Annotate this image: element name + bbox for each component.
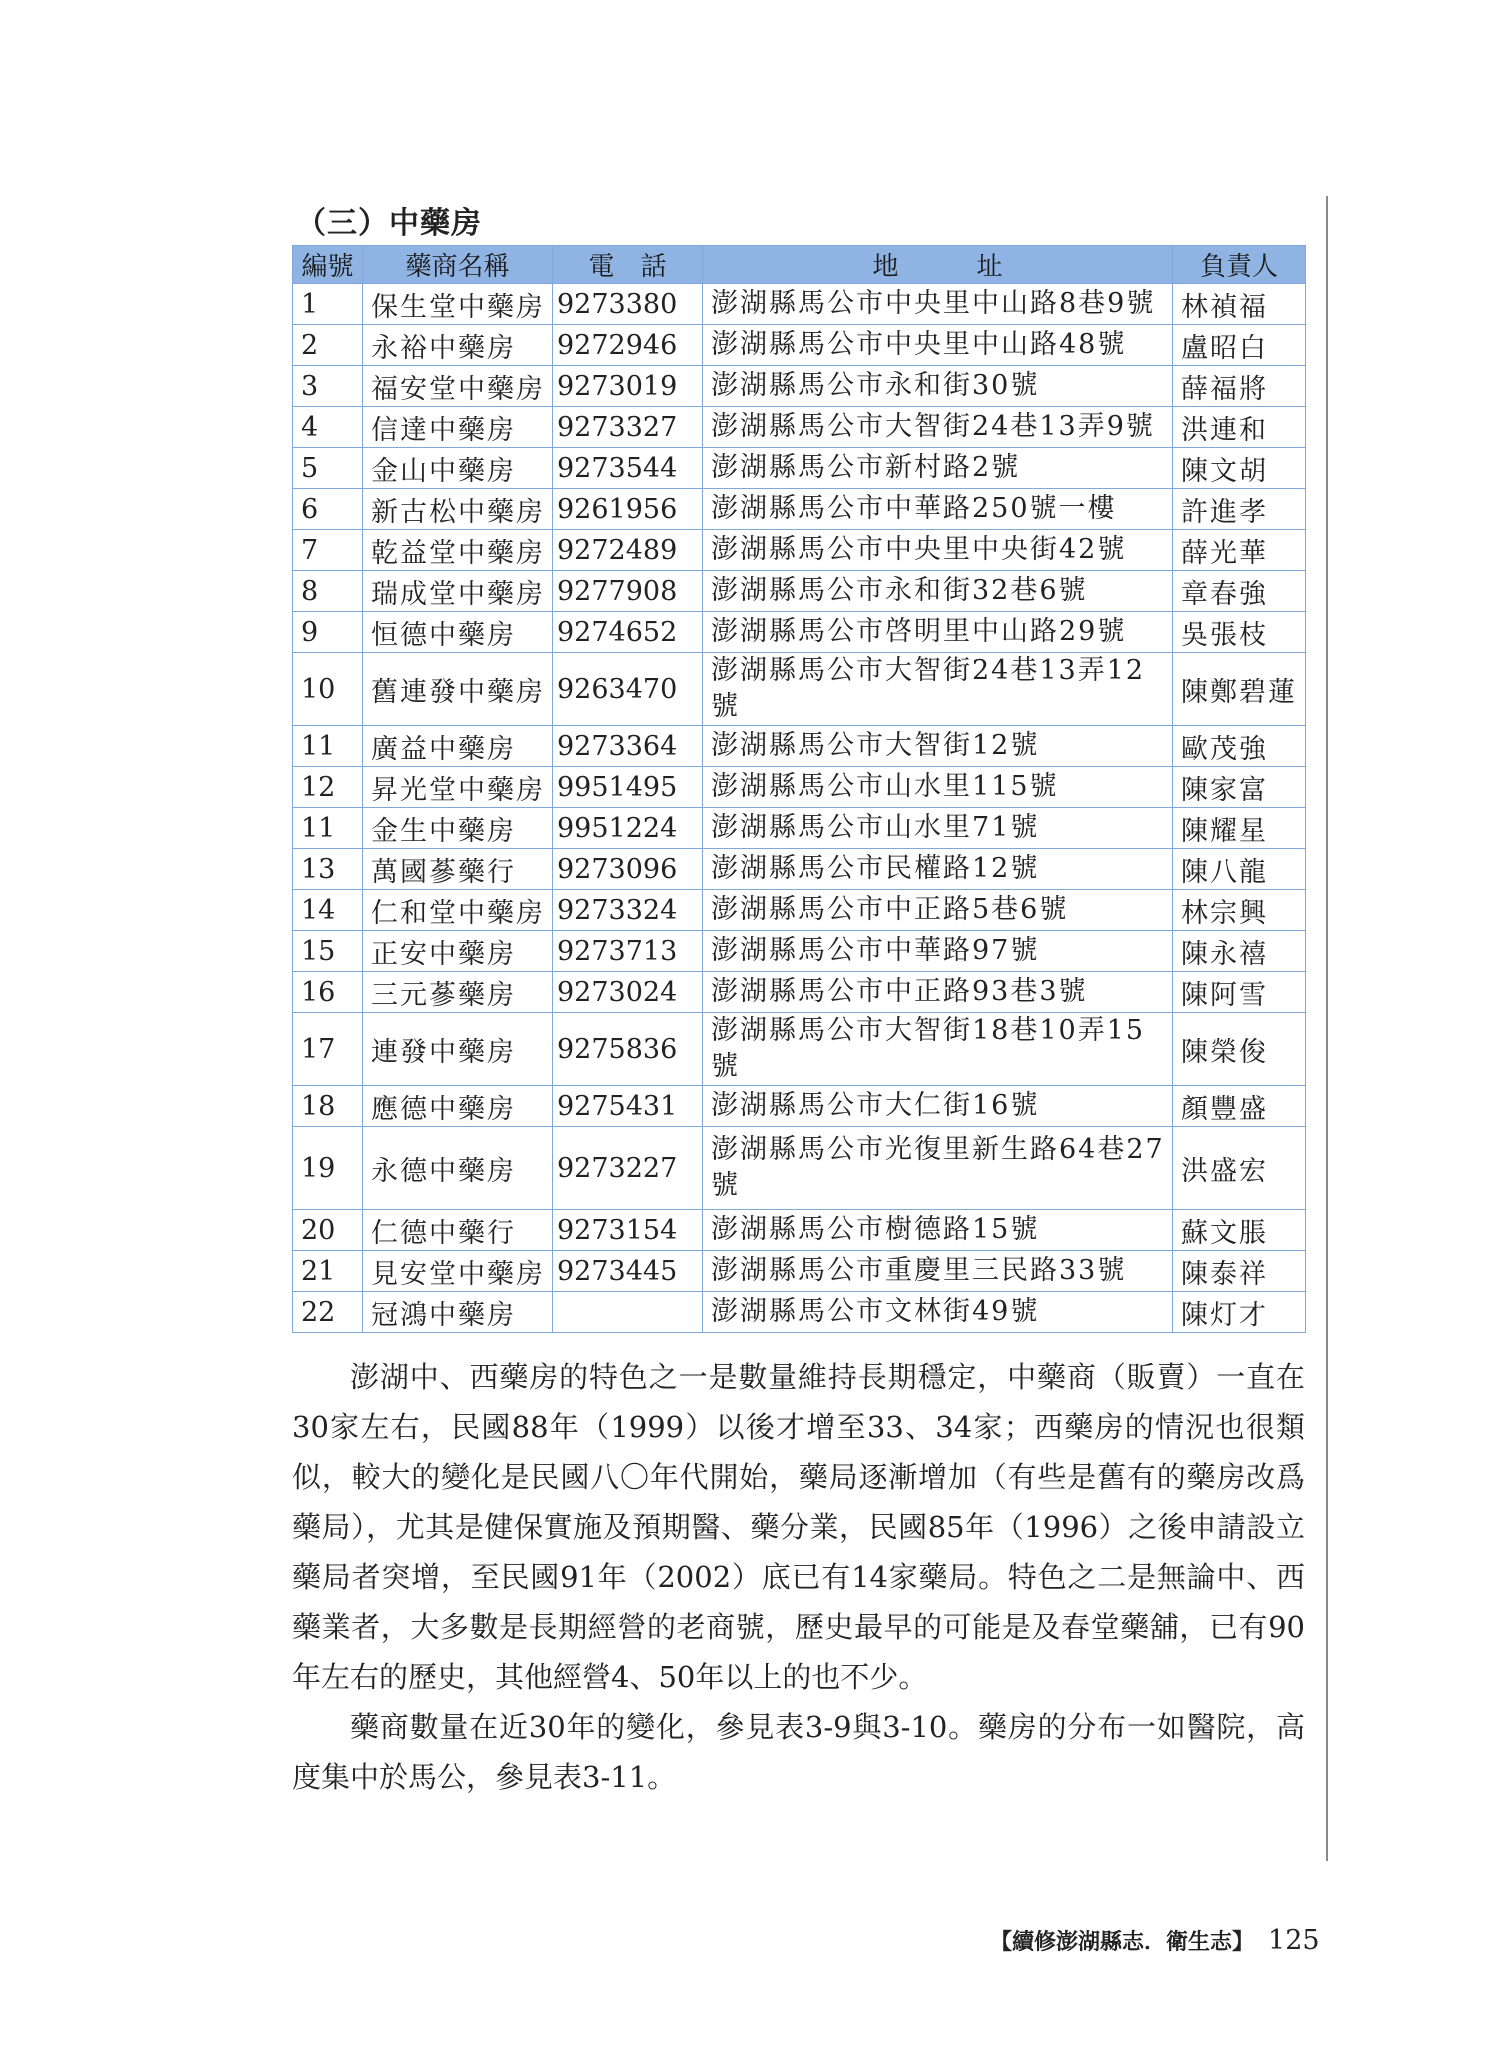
cell-owner: 陳灯才 [1173,1292,1306,1333]
cell-number: 3 [293,366,363,407]
cell-name: 永德中藥房 [363,1127,553,1210]
pharmacy-table [292,245,1306,1333]
cell-phone: 9273327 [553,407,703,448]
cell-number: 2 [293,325,363,366]
table-row [293,890,1306,931]
cell-owner: 陳泰祥 [1173,1251,1306,1292]
cell-number: 9 [293,612,363,653]
cell-owner: 許進孝 [1173,489,1306,530]
cell-phone: 9272489 [553,530,703,571]
cell-address: 澎湖縣馬公市中央里中央街42號 [703,530,1173,571]
cell-phone: 9951224 [553,808,703,849]
cell-owner: 洪連和 [1173,407,1306,448]
cell-address: 澎湖縣馬公市中央里中山路8巷9號 [703,284,1173,325]
cell-address: 澎湖縣馬公市中華路250號一樓 [703,489,1173,530]
cell-phone: 9273324 [553,890,703,931]
cell-owner: 陳永禧 [1173,931,1306,972]
cell-owner: 蘇文脹 [1173,1210,1306,1251]
table-row [293,530,1306,571]
cell-number: 14 [293,890,363,931]
table-row [293,1251,1306,1292]
table-row [293,325,1306,366]
cell-phone: 9272946 [553,325,703,366]
cell-name: 永裕中藥房 [363,325,553,366]
page-footer [990,1925,1320,1956]
cell-number: 13 [293,849,363,890]
cell-owner: 陳耀星 [1173,808,1306,849]
cell-number: 17 [293,1013,363,1086]
cell-number: 22 [293,1292,363,1333]
cell-name: 恒德中藥房 [363,612,553,653]
header-owner: 負責人 [1173,246,1306,284]
cell-owner: 陳文胡 [1173,448,1306,489]
cell-name: 昇光堂中藥房 [363,767,553,808]
cell-owner: 林禎福 [1173,284,1306,325]
cell-address: 澎湖縣馬公市大仁街16號 [703,1086,1173,1127]
table-row [293,571,1306,612]
cell-name: 金山中藥房 [363,448,553,489]
cell-name: 新古松中藥房 [363,489,553,530]
margin-rule [1326,196,1328,1861]
table-row [293,726,1306,767]
cell-name: 金生中藥房 [363,808,553,849]
cell-address: 澎湖縣馬公市山水里115號 [703,767,1173,808]
cell-number: 21 [293,1251,363,1292]
table-row [293,1127,1306,1210]
cell-address: 澎湖縣馬公市永和街30號 [703,366,1173,407]
cell-phone: 9277908 [553,571,703,612]
cell-name: 信達中藥房 [363,407,553,448]
cell-address: 澎湖縣馬公市光復里新生路64巷27號 [703,1127,1173,1210]
cell-phone [553,1292,703,1333]
cell-address: 澎湖縣馬公市大智街18巷10弄15號 [703,1013,1173,1086]
header-name: 藥商名稱 [363,246,553,284]
cell-owner: 陳家富 [1173,767,1306,808]
cell-number: 11 [293,726,363,767]
cell-name: 冠鴻中藥房 [363,1292,553,1333]
page-number: 125 [1268,1925,1320,1956]
paragraph-2: 藥商數量在近30年的變化，參見表3-9與3-10。藥房的分布一如醫院，高度集中於馬公，參見表3-11。 [292,1710,1305,1794]
cell-address: 澎湖縣馬公市中央里中山路48號 [703,325,1173,366]
table-row [293,849,1306,890]
cell-name: 保生堂中藥房 [363,284,553,325]
cell-owner: 薛光華 [1173,530,1306,571]
table-row [293,931,1306,972]
cell-number: 11 [293,808,363,849]
cell-address: 澎湖縣馬公市樹德路15號 [703,1210,1173,1251]
cell-name: 應德中藥房 [363,1086,553,1127]
cell-name: 舊連發中藥房 [363,653,553,726]
cell-owner: 陳榮俊 [1173,1013,1306,1086]
cell-address: 澎湖縣馬公市中正路5巷6號 [703,890,1173,931]
cell-address: 澎湖縣馬公市大智街24巷13弄12號 [703,653,1173,726]
table-body [293,284,1306,1333]
cell-name: 萬國蔘藥行 [363,849,553,890]
table-row [293,1086,1306,1127]
cell-owner: 盧昭白 [1173,325,1306,366]
cell-address: 澎湖縣馬公市新村路2號 [703,448,1173,489]
table-row [293,284,1306,325]
table-row [293,1013,1306,1086]
cell-name: 福安堂中藥房 [363,366,553,407]
header-number: 編號 [293,246,363,284]
cell-phone: 9273019 [553,366,703,407]
table-row [293,808,1306,849]
cell-number: 18 [293,1086,363,1127]
cell-address: 澎湖縣馬公市山水里71號 [703,808,1173,849]
cell-phone: 9263470 [553,653,703,726]
cell-phone: 9273096 [553,849,703,890]
table-row [293,653,1306,726]
cell-address: 澎湖縣馬公市大智街24巷13弄9號 [703,407,1173,448]
table-row [293,407,1306,448]
cell-phone: 9274652 [553,612,703,653]
cell-owner: 顏豐盛 [1173,1086,1306,1127]
cell-phone: 9273154 [553,1210,703,1251]
cell-name: 廣益中藥房 [363,726,553,767]
cell-address: 澎湖縣馬公市永和街32巷6號 [703,571,1173,612]
cell-number: 12 [293,767,363,808]
cell-number: 4 [293,407,363,448]
paragraph-1: 澎湖中、西藥房的特色之一是數量維持長期穩定，中藥商（販賣）一直在30家左右，民國88年（1999）以後才增至33、34家；西藥房的情況也很類似，較大的變化是民國八〇年代開始，藥局逐漸增加（有些是舊有的藥房改爲藥局），尤其是健保實施及預期醫、藥分業，民國85年（1996）之後申請設立藥局者突增，至民國91年（2002）底已有14家藥局。特色之二是無論中、西藥業者，大多數是長期經營的老商號，歷史最早的可能是及春堂藥舖，已有90年左右的歷史，其他經營4、50年以上的也不少。 [292,1360,1305,1694]
cell-number: 1 [293,284,363,325]
footer-book-title: 【續修澎湖縣志．衛生志】 [990,1929,1255,1955]
cell-address: 澎湖縣馬公市大智街12號 [703,726,1173,767]
cell-number: 15 [293,931,363,972]
cell-phone: 9273713 [553,931,703,972]
pharmacy-table-container [292,245,1305,1333]
cell-number: 19 [293,1127,363,1210]
cell-name: 瑞成堂中藥房 [363,571,553,612]
cell-owner: 林宗興 [1173,890,1306,931]
cell-phone: 9273445 [553,1251,703,1292]
cell-name: 見安堂中藥房 [363,1251,553,1292]
cell-phone: 9273227 [553,1127,703,1210]
cell-address: 澎湖縣馬公市中華路97號 [703,931,1173,972]
cell-phone: 9951495 [553,767,703,808]
cell-owner: 陳八龍 [1173,849,1306,890]
header-address: 地 址 [703,246,1173,284]
cell-name: 三元蔘藥房 [363,972,553,1013]
table-header-row [293,246,1306,284]
cell-name: 連發中藥房 [363,1013,553,1086]
cell-phone: 9275836 [553,1013,703,1086]
cell-number: 8 [293,571,363,612]
cell-owner: 陳阿雪 [1173,972,1306,1013]
cell-address: 澎湖縣馬公市重慶里三民路33號 [703,1251,1173,1292]
table-row [293,448,1306,489]
header-phone: 電 話 [553,246,703,284]
cell-owner: 歐茂強 [1173,726,1306,767]
table-row [293,972,1306,1013]
cell-phone: 9273024 [553,972,703,1013]
cell-owner: 章春強 [1173,571,1306,612]
table-row [293,1292,1306,1333]
cell-number: 16 [293,972,363,1013]
cell-number: 6 [293,489,363,530]
cell-name: 仁和堂中藥房 [363,890,553,931]
cell-owner: 吳張枝 [1173,612,1306,653]
cell-address: 澎湖縣馬公市啓明里中山路29號 [703,612,1173,653]
cell-owner: 陳鄭碧蓮 [1173,653,1306,726]
cell-name: 仁德中藥行 [363,1210,553,1251]
section-title: （三）中藥房 [296,206,482,241]
cell-phone: 9273544 [553,448,703,489]
table-row [293,612,1306,653]
cell-phone: 9273364 [553,726,703,767]
cell-address: 澎湖縣馬公市文林街49號 [703,1292,1173,1333]
table-row [293,366,1306,407]
table-row [293,1210,1306,1251]
cell-owner: 薛福將 [1173,366,1306,407]
cell-owner: 洪盛宏 [1173,1127,1306,1210]
cell-address: 澎湖縣馬公市民權路12號 [703,849,1173,890]
cell-address: 澎湖縣馬公市中正路93巷3號 [703,972,1173,1013]
cell-name: 乾益堂中藥房 [363,530,553,571]
cell-number: 7 [293,530,363,571]
cell-phone: 9273380 [553,284,703,325]
cell-number: 20 [293,1210,363,1251]
cell-phone: 9275431 [553,1086,703,1127]
cell-number: 5 [293,448,363,489]
cell-name: 正安中藥房 [363,931,553,972]
table-row [293,489,1306,530]
cell-phone: 9261956 [553,489,703,530]
table-row [293,767,1306,808]
cell-number: 10 [293,653,363,726]
